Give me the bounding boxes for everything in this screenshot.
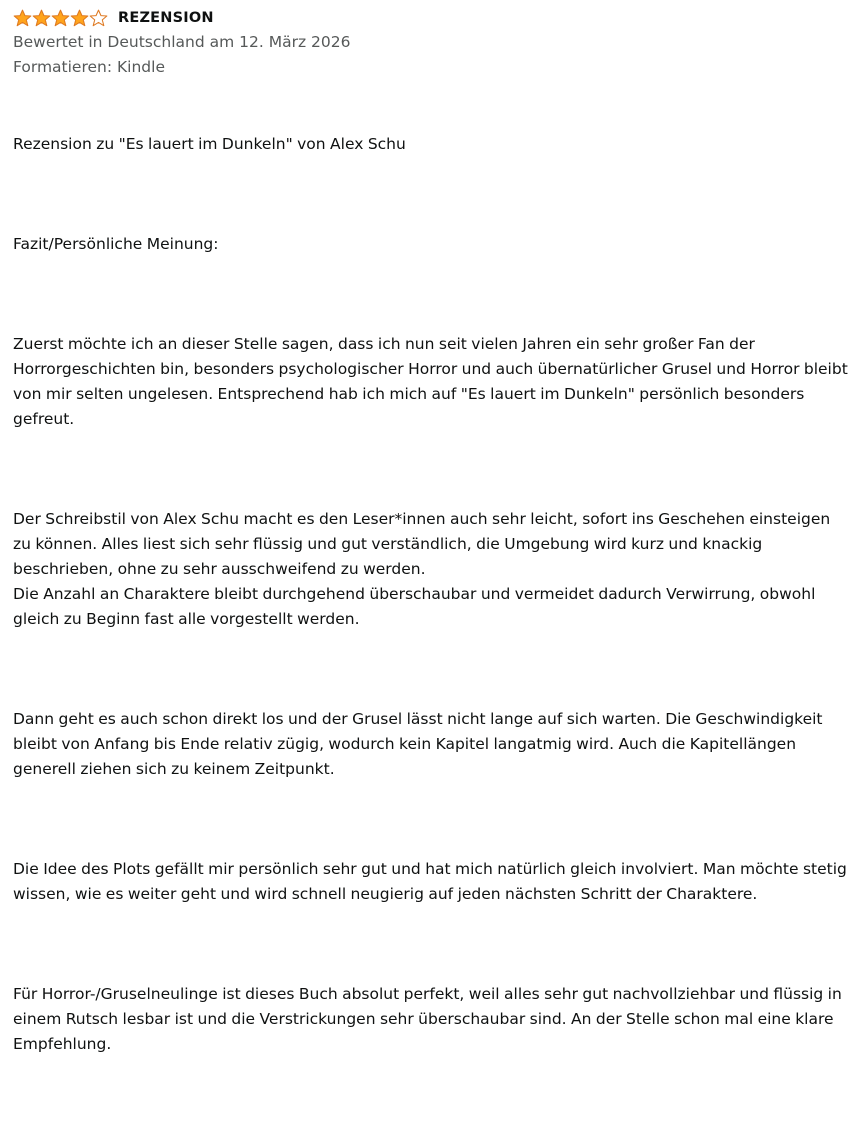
- review-paragraph: Der Schreibstil von Alex Schu macht es den Leser*innen auch sehr leicht, sofort ins Geschehen einsteigen zu können. Alles liest sich sehr flüssig und gut verständlich, die Umgebung wird kurz und knackig beschrieben, ohne zu sehr ausschweifend zu werden. Die Anzahl an Charaktere bleibt durchgehend überschaubar und vermeidet dadurch Verwirrung, obwohl gleich zu Beginn fast alle vorgestellt werden.: [13, 510, 831, 628]
- review-paragraph: Dann geht es auch schon direkt los und der Grusel lässt nicht lange auf sich warten. Die Geschwindigkeit bleibt von Anfang bis Ende relativ zügig, wodurch kein Kapitel langatmig wird. Auch die Kapitellängen generell ziehen sich zu keinem Zeitpunkt.: [13, 710, 827, 778]
- review-paragraph: Fazit/Persönliche Meinung:: [13, 235, 219, 253]
- star-filled-icon: [70, 9, 89, 27]
- review-paragraph: Für Horror-/Gruselneulinge ist dieses Buch absolut perfekt, weil alles sehr gut nachvollziehbar und flüssig in einem Rutsch lesbar ist und die Verstrickungen sehr überschaubar sind. An der Stelle schon mal eine klare Empfehlung.: [13, 985, 847, 1053]
- star-filled-icon: [51, 9, 70, 27]
- review-format: Formatieren: Kindle: [13, 58, 165, 76]
- star-empty-icon: [89, 9, 108, 27]
- review-header: [13, 6, 849, 30]
- review-title[interactable]: REZENSION: [118, 10, 214, 26]
- review-paragraph: Zuerst möchte ich an dieser Stelle sagen, dass ich nun seit vielen Jahren ein sehr großer Fan der Horrorgeschichten bin, besonders psychologischer Horror und auch übernatürlicher Grusel und Horror bleibt von mir selten ungelesen. Entsprechend hab ich mich auf "Es lauert im Dunkeln" persönlich besonders gefreut.: [13, 335, 853, 428]
- review-body: [13, 82, 853, 1132]
- review-paragraph: Die Idee des Plots gefällt mir persönlich sehr gut und hat mich natürlich gleich involviert. Man möchte stetig wissen, wie es weiter geht und wird schnell neugierig auf jeden nächsten Schritt der Charaktere.: [13, 860, 852, 903]
- star-filled-icon: [13, 9, 32, 27]
- star-rating[interactable]: [13, 9, 108, 27]
- star-filled-icon: [32, 9, 51, 27]
- review-paragraph: Rezension zu "Es lauert im Dunkeln" von Alex Schu: [13, 135, 406, 153]
- review-date: Bewertet in Deutschland am 12. März 2026: [13, 33, 351, 51]
